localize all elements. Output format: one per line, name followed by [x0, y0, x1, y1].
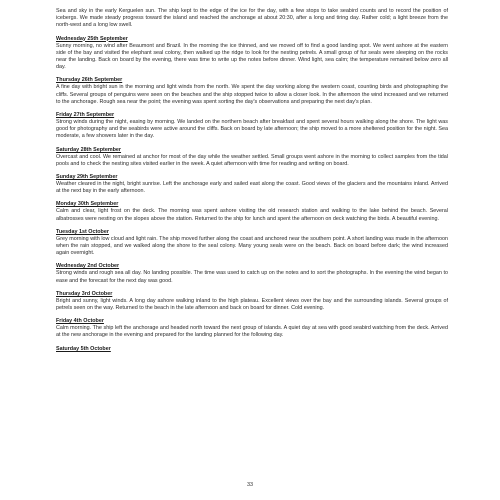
diary-entry — [56, 147, 448, 168]
document-body — [56, 8, 448, 359]
entry-text: Strong winds and rough sea all day. No landing possible. The time was used to catch up on the notes and to sort the photographs. In the evening the wind began to ease and the forecast for the next day was good. — [56, 270, 448, 284]
entry-text: Grey morning with low cloud and light rain. The ship moved further along the coast and anchored near the southern point. A short landing was made in the afternoon when the rain stopped, and we walked along the shore to the seal colony. Many young seals were on the beach. Back on board before dark; the wind increased again overnight. — [56, 235, 448, 257]
paragraph-text: Sea and sky in the early Kerguelen sun. The ship kept to the edge of the ice for the day, with a few stops to take seabird counts and to record the position of icebergs. We made steady progress toward the island and reached the anchorage at about 20:30, after a long and tiring day. Rather cold; a light breeze from the north-west and a long low swell. — [56, 8, 448, 29]
entry-heading: Wednesday 2nd October — [56, 263, 120, 270]
page-number: 33 — [246, 482, 254, 488]
diary-entry — [56, 291, 448, 312]
diary-entry — [56, 263, 448, 284]
entry-heading: Wednesday 25th September — [56, 35, 128, 42]
entry-heading: Friday 4th October — [56, 318, 104, 325]
entry-text: Calm and clear, light frost on the deck. The morning was spent ashore visiting the old research station and walking to the lake behind the beach. Several albatrosses were nesting on the slopes above the station. Returned to the ship for lunch and spent the afternoon on deck watching the birds. A beautiful evening. — [56, 208, 448, 222]
entry-text: Bright and sunny, light winds. A long day ashore walking inland to the high plateau. Excellent views over the bay and the surrounding islands. Several groups of petrels seen on the way. Returned to the beach in the late afternoon and back on board for dinner. Cold evening. — [56, 297, 448, 312]
diary-entry — [56, 112, 448, 141]
diary-entry — [56, 229, 448, 258]
entry-heading: Saturday 28th September — [56, 146, 122, 153]
entry-heading: Saturday 5th October — [56, 345, 111, 352]
entry-text: A fine day with bright sun in the morning and light winds from the north. We spent the day working along the western coast, counting birds and photographing the cliffs. Several groups of penguins were seen on the beaches and the ship stopped twice to allow a closer look. In the afternoon the wind increased and we returned to the anchorage. Rough sea near the point; the evening was spent sorting the day's observations and preparing the next day's plan. — [56, 84, 448, 105]
entry-heading: Thursday 3rd October — [56, 290, 113, 297]
entry-text: Overcast and cool. We remained at anchor for most of the day while the weather settled. Small groups went ashore in the morning to collect samples from the tidal pools and to check the nesting sites visited earlier in the week. A quiet afternoon with time for reading and writing on board. — [56, 153, 448, 167]
entry-text: Sunny morning, no wind after Beaumont and Brazil. In the morning the ice thinned, and we moved off to find a good landing spot. We went ashore at the eastern side of the bay and visited the elephant seal colony, then walked up the ridge to look for the nesting petrels. A small group of fur seals were sleeping on the rocks near the landing. Back on board by the evening, there was time to write up the notes before dinner. Wind light, sea calm; the temperature remained below zero all day. — [56, 42, 448, 71]
entry-heading: Sunday 29th September — [56, 174, 118, 181]
entry-text: Calm morning. The ship left the anchorage and headed north toward the next group of islands. A quiet day at sea with good seabird watching from the deck. Arrived at the new anchorage in the evening and prepared for the landing planned for the following day. — [56, 325, 448, 339]
entry-heading: Monday 30th September — [56, 201, 119, 208]
entry-heading: Tuesday 1st October — [56, 228, 109, 235]
diary-entry — [56, 201, 448, 222]
entry-heading: Thursday 26th September — [56, 77, 123, 84]
diary-entry — [56, 36, 448, 72]
entry-text: Weather cleared in the night, bright sunrise. Left the anchorage early and sailed east along the coast. Good views of the glaciers and the mountains inland. Arrived at the next bay in the early afternoon. — [56, 181, 448, 195]
entry-text: Strong winds during the night, easing by morning. We landed on the northern beach after breakfast and spent several hours walking along the shore. The light was good for photography and the seabirds were active around the cliffs. Back on board by late afternoon; the ship moved to a more sheltered position for the night. Sea moderate, a few showers later in the day. — [56, 119, 448, 140]
diary-entry — [56, 346, 448, 353]
diary-entry — [56, 174, 448, 195]
intro-paragraph — [56, 8, 448, 30]
entry-heading: Friday 27th September — [56, 112, 115, 119]
diary-entry — [56, 318, 448, 339]
diary-entry — [56, 77, 448, 106]
